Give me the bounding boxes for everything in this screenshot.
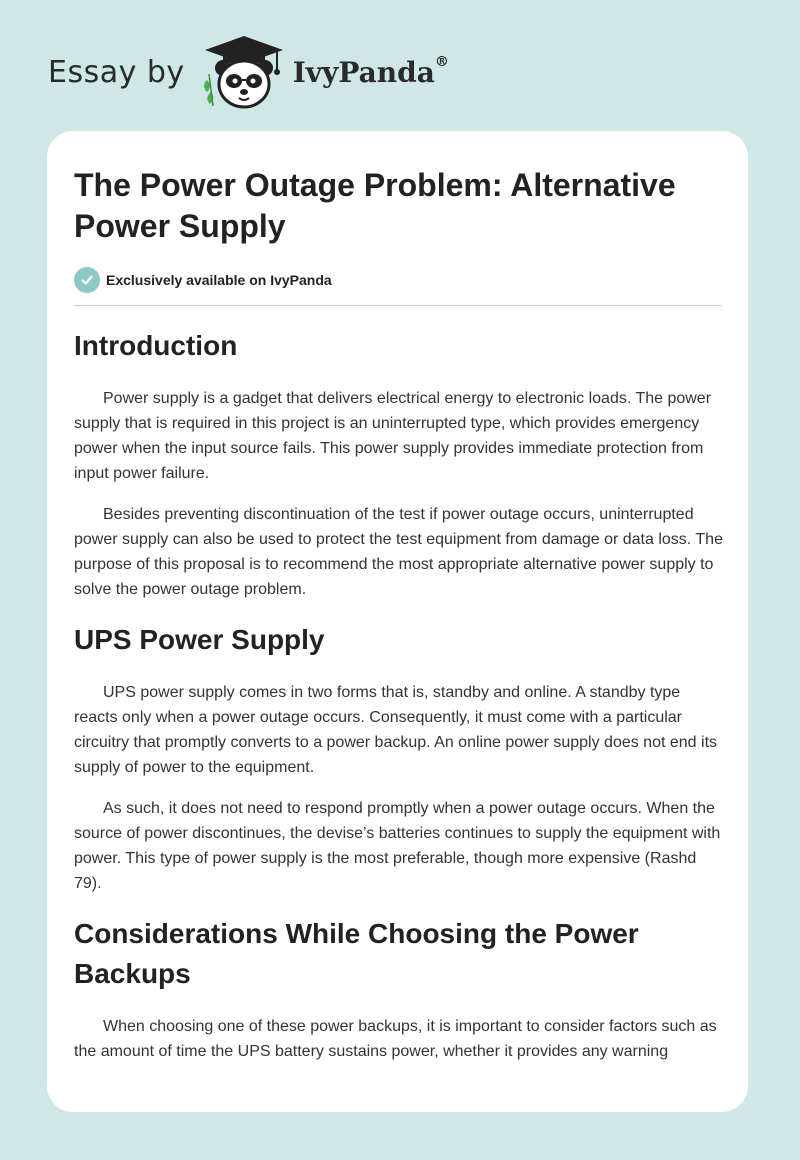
- panda-graduate-icon[interactable]: [199, 34, 289, 110]
- section-heading-ups-power-supply: UPS Power Supply: [74, 624, 325, 655]
- section-heading-considerations: Considerations While Choosing the Power Backups: [74, 918, 639, 989]
- brand-name[interactable]: IvyPanda®: [292, 53, 449, 89]
- paragraph: When choosing one of these power backups, it is important to consider factors such as the amount of time the UPS battery sustains power, whether it provides any warning: [74, 1018, 717, 1060]
- check-icon: [74, 267, 100, 293]
- exclusive-badge: [74, 267, 721, 293]
- essay-by-label: Essay by: [48, 54, 185, 90]
- article-card: [47, 131, 748, 1112]
- paragraph: Besides preventing discontinuation of the test if power outage occurs, uninterrupted power supply can also be used to protect the test equipment from damage or data loss. The purpose of this proposal is to recommend the most appropriate alternative power supply to solve the power outage problem.: [74, 506, 723, 598]
- exclusive-text: Exclusively available on IvyPanda: [106, 272, 332, 288]
- article-title: The Power Outage Problem: Alternative Power Supply: [74, 167, 676, 244]
- registered-mark: ®: [434, 53, 449, 70]
- paragraph: As such, it does not need to respond promptly when a power outage occurs. When the source of power discontinues, the devise’s batteries continues to supply the equipment with power. This type of power supply is the most preferable, though more expensive (Rashd 79).: [74, 800, 721, 892]
- paragraph: UPS power supply comes in two forms that is, standby and online. A standby type reacts only when a power outage occurs. Consequently, it must come with a particular circuitry that promptly converts to a power backup. An online power supply does not end its supply of power to the equipment.: [74, 684, 718, 776]
- paragraph: Power supply is a gadget that delivers electrical energy to electronic loads. The power supply that is required in this project is an uninterrupted type, which provides emergency power when the input source fails. This power supply provides immediate protection from input power failure.: [74, 390, 712, 482]
- title-divider: [74, 305, 722, 306]
- section-heading-introduction: Introduction: [74, 330, 238, 361]
- site-header: [48, 34, 449, 110]
